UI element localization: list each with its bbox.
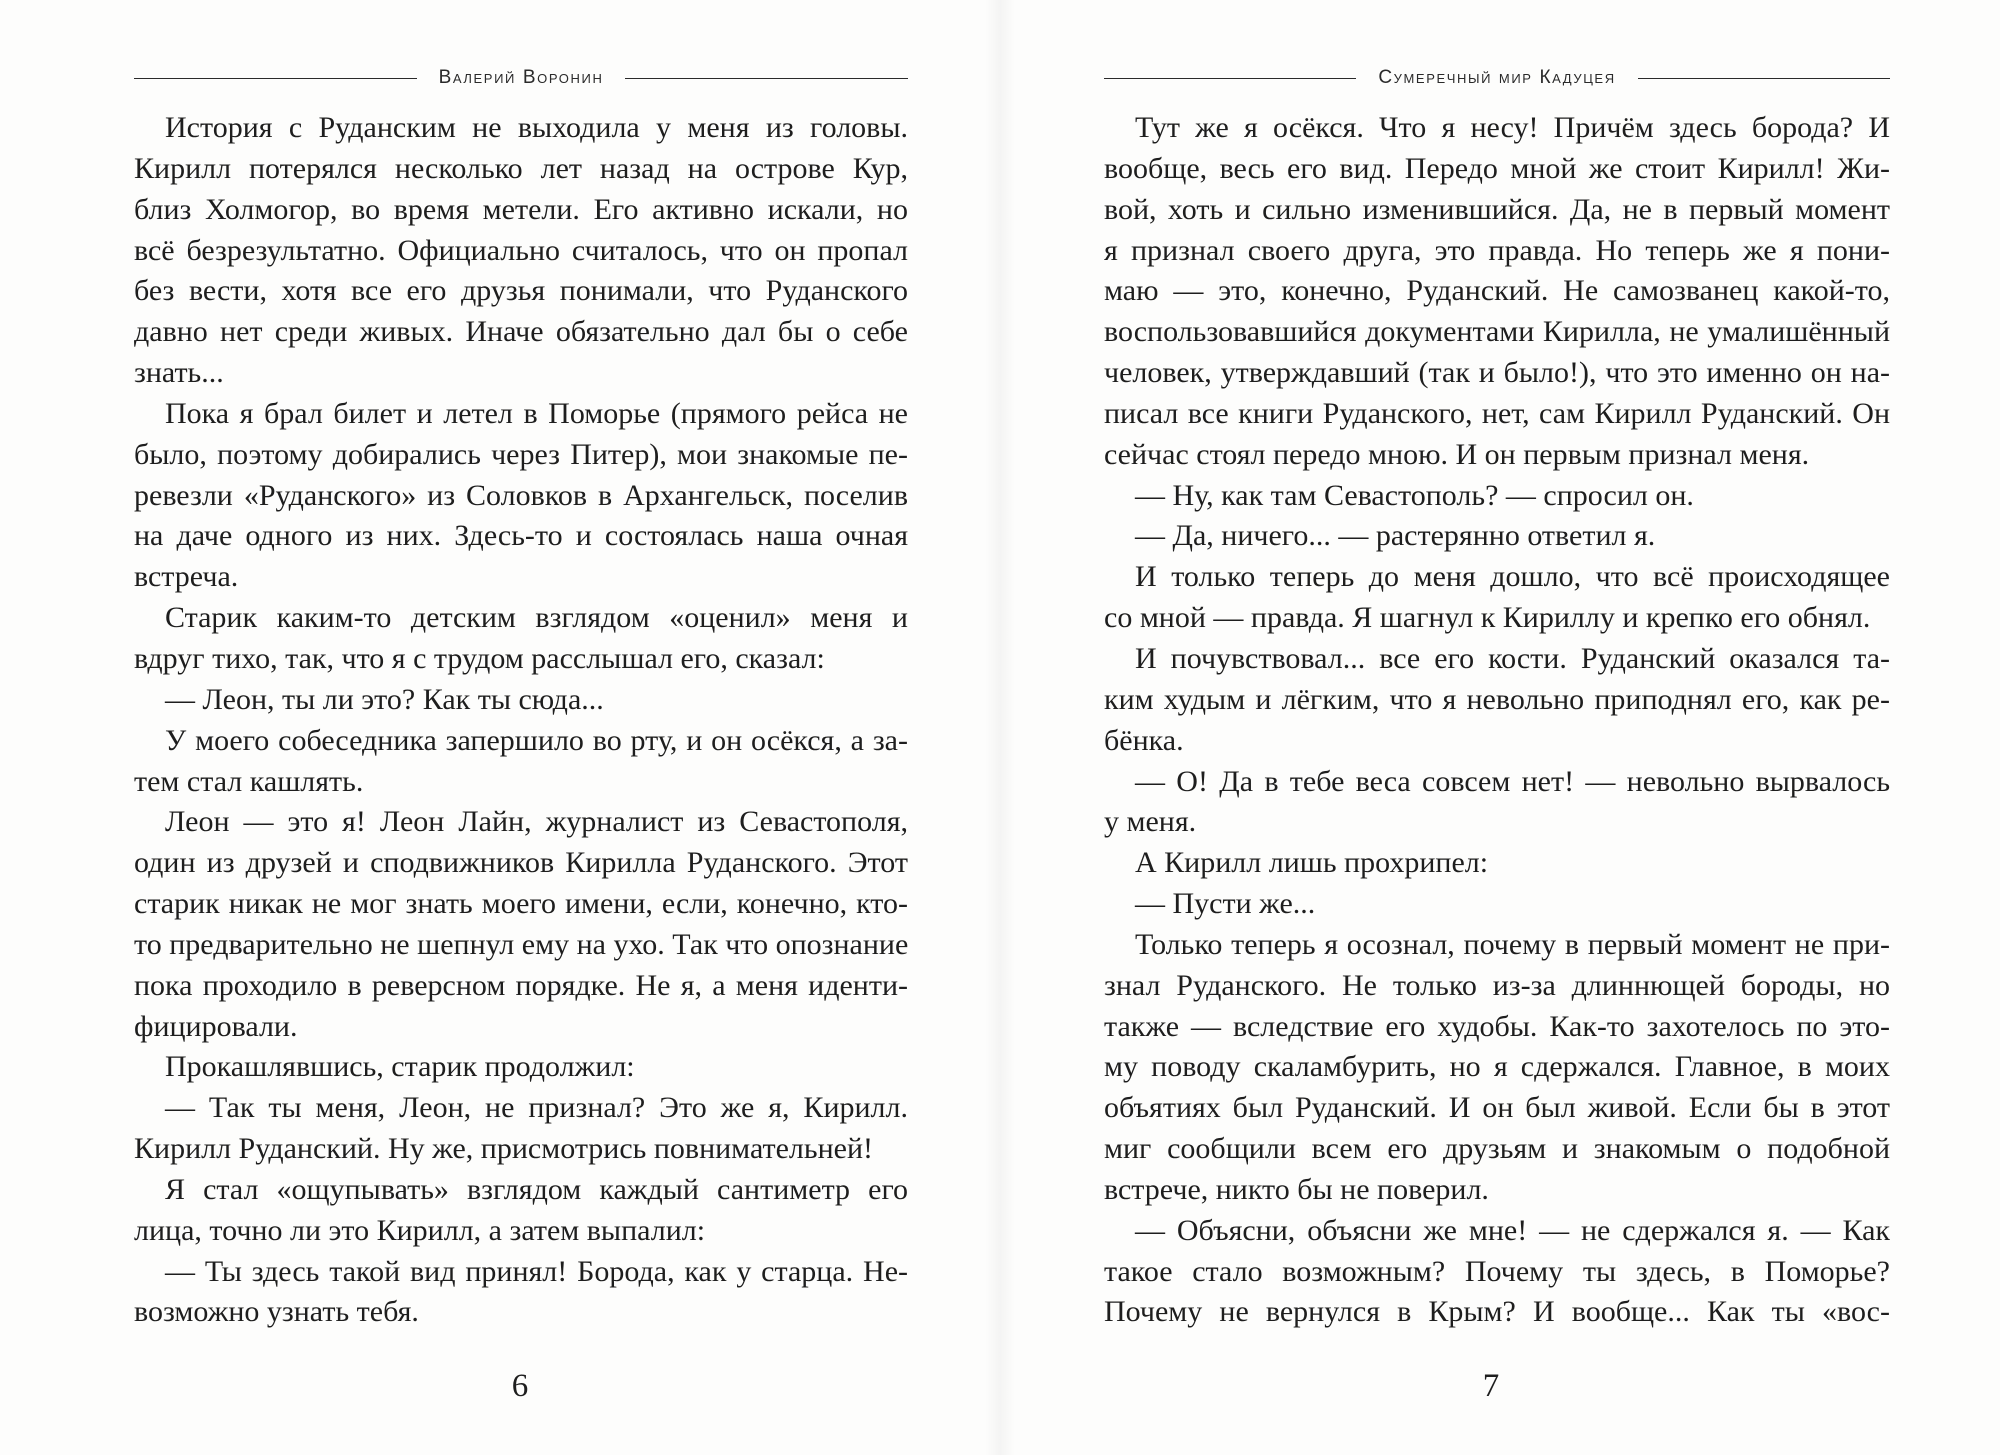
text-line: я признал своего друга, это правда. Но теперь же я пони- <box>1104 233 1890 267</box>
text-line: тем стал кашлять. <box>134 764 364 798</box>
text-line: Тут же я осёкся. Что я несу! Причём здесь борода? И <box>1135 111 1890 144</box>
text-line: И почувствовал... все его кости. Руданский оказался та- <box>1135 641 1890 675</box>
text-line: ревезли «Руданского» из Соловков в Архангельск, поселив <box>134 478 908 512</box>
text-line: воспользовавшийся документами Кирилла, не умалишённый <box>1104 315 1890 349</box>
text-line: знал Руданского. Не только из-за длиннющей бороды, но <box>1104 968 1890 1002</box>
text-line: то предварительно не шепнул ему на ухо. Так что опознание <box>134 927 908 961</box>
text-line: знать... <box>134 356 224 390</box>
text-line: Я стал «ощупывать» взглядом каждый сантиметр его <box>165 1172 908 1206</box>
text-line: — Леон, ты ли это? Как ты сюда... <box>165 682 604 716</box>
left-running-head <box>134 62 908 94</box>
text-line: вдруг тихо, так, что я с трудом расслышал его, сказал: <box>134 641 825 675</box>
running-head-rule-left <box>134 78 417 79</box>
text-line: бёнка. <box>1104 723 1184 757</box>
text-line: пока проходило в реверсном порядке. Не я, а меня иденти- <box>134 968 908 1002</box>
running-head-rule-right <box>1638 78 1890 79</box>
text-line: — Ну, как там Севастополь? — спросил он. <box>1135 478 1694 512</box>
text-line: встрече, никто бы не поверил. <box>1104 1172 1489 1206</box>
text-line: один из друзей и сподвижников Кирилла Руданского. Этот <box>134 846 908 880</box>
text-line: Леон — это я! Леон Лайн, журналист из Севастополя, <box>165 805 908 839</box>
text-line: вой, хоть и сильно изменившийся. Да, не в первый момент <box>1104 192 1890 226</box>
text-line: старик никак не мог знать моего имени, если, конечно, кто- <box>134 887 908 921</box>
text-line: — О! Да в тебе веса совсем нет! — невольно вырвалось <box>1135 764 1890 798</box>
text-line: лица, точно ли это Кирилл, а затем выпалил: <box>134 1213 706 1247</box>
right-running-head <box>1104 62 1890 94</box>
text-line: близ Холмогор, во время метели. Его активно искали, но <box>134 192 908 226</box>
text-line: миг сообщили всем его друзьям и знакомым о подобной <box>1104 1132 1890 1166</box>
text-line: объятиях был Руданский. И он был живой. Если бы в этот <box>1104 1091 1890 1125</box>
text-line: всё безрезультатно. Официально считалось, что он пропал <box>134 233 908 267</box>
text-line: — Да, ничего... — растерянно ответил я. <box>1135 519 1656 553</box>
text-line: Прокашлявшись, старик продолжил: <box>165 1050 635 1084</box>
author-name: Валерий Воронин <box>438 67 604 88</box>
text-line: такое стало возможным? Почему ты здесь, в Поморье? <box>1104 1254 1890 1288</box>
text-line: И только теперь до меня дошло, что всё происходящее <box>1135 560 1890 594</box>
text-line: у меня. <box>1104 805 1197 839</box>
text-line: — Пусти же... <box>1135 887 1316 921</box>
text-line: сейчас стоял передо мною. И он первым признал меня. <box>1104 437 1810 471</box>
right-page-text <box>1104 108 1890 1333</box>
book-gutter <box>985 0 1015 1455</box>
text-line: было, поэтому добирались через Питер), мои знакомые пе- <box>134 437 908 471</box>
text-line: — Так ты меня, Леон, не признал? Это же я, Кирилл. <box>165 1091 908 1125</box>
text-line: со мной — правда. Я шагнул к Кириллу и крепко его обнял. <box>1104 601 1871 635</box>
text-line: Почему не вернулся в Крым? И вообще... Как ты «вос- <box>1104 1295 1890 1329</box>
text-line: на даче одного из них. Здесь-то и состоялась наша очная <box>134 519 908 553</box>
text-line: му поводу скаламбурить, но я сдержался. Главное, в моих <box>1104 1050 1890 1084</box>
text-line: встреча. <box>134 560 239 594</box>
text-line: человек, утверждавший (так и было!), что это именно он на- <box>1104 356 1890 390</box>
text-line: Кирилл Руданский. Ну же, присмотрись повнимательней! <box>134 1132 873 1166</box>
text-line: возможно узнать тебя. <box>134 1295 419 1329</box>
text-line: А Кирилл лишь прохрипел: <box>1135 846 1489 880</box>
text-line: Пока я брал билет и летел в Поморье (прямого рейса не <box>165 396 908 430</box>
text-line: — Ты здесь такой вид принял! Борода, как у старца. Не- <box>165 1254 908 1288</box>
running-head-rule-left <box>1104 78 1356 79</box>
text-line: вообще, весь его вид. Передо мной же стоит Кирилл! Жи- <box>1104 151 1890 185</box>
text-line: Кирилл потерялся несколько лет назад на острове Кур, <box>134 151 908 185</box>
text-line: давно нет среди живых. Иначе обязательно дал бы о себе <box>134 315 908 349</box>
right-page-number: 7 <box>1482 1368 1500 1404</box>
book-title: Сумеречный мир Кадуцея <box>1378 67 1616 88</box>
text-line: Старик каким-то детским взглядом «оценил» меня и <box>165 601 908 635</box>
left-page-text <box>134 108 908 1333</box>
text-line: писал все книги Руданского, нет, сам Кирилл Руданский. Он <box>1104 396 1890 430</box>
text-line: Только теперь я осознал, почему в первый момент не при- <box>1135 927 1890 961</box>
running-head-rule-right <box>625 78 908 79</box>
text-line: маю — это, конечно, Руданский. Не самозванец какой-то, <box>1104 274 1890 308</box>
text-line: История с Руданским не выходила у меня из головы. <box>165 111 908 144</box>
left-page-number: 6 <box>511 1368 529 1404</box>
text-line: У моего собеседника запершило во рту, и он осёкся, а за- <box>165 723 908 757</box>
text-line: ким худым и лёгким, что я невольно приподнял его, как ре- <box>1104 682 1890 716</box>
right-page <box>1000 0 2000 1455</box>
text-line: фицировали. <box>134 1009 298 1043</box>
text-line: — Объясни, объясни же мне! — не сдержался я. — Как <box>1135 1213 1890 1247</box>
text-line: без вести, хотя все его друзья понимали, что Руданского <box>134 274 908 308</box>
text-line: также — вследствие его худобы. Как-то захотелось по это- <box>1104 1009 1890 1043</box>
